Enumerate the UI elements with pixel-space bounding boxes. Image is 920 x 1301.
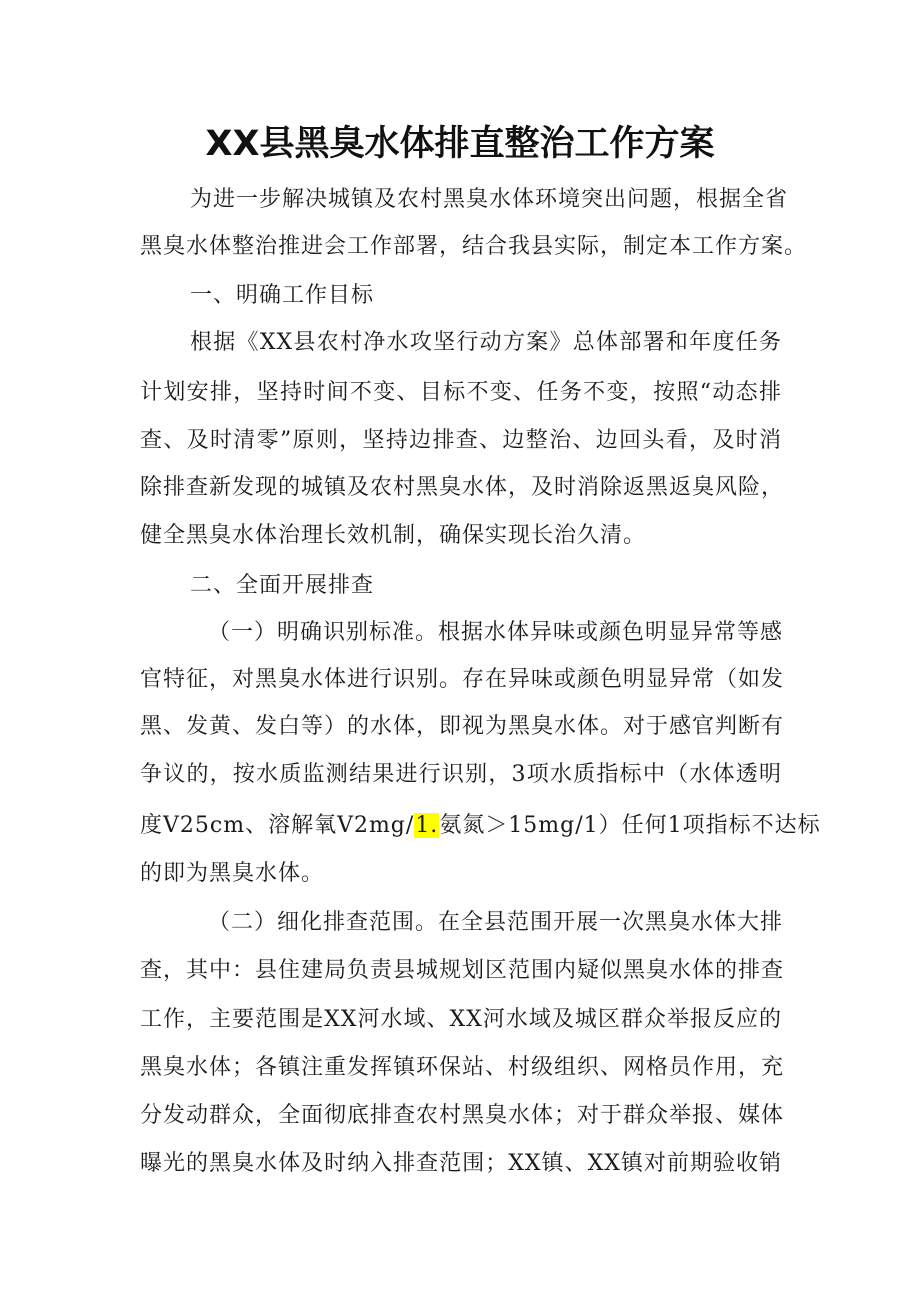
section2-heading: 二、全面开展排查: [190, 573, 375, 598]
sub2-line-2: 查，其中：县住建局负责县城规划区范围内疑似黑臭水体的排查: [140, 958, 785, 983]
sub2-line-1: （二）细化排查范围。在全县范围开展一次黑臭水体大排: [208, 910, 784, 935]
section1-line-3: 查、及时清零”原则，坚持边排查、边整治、边回头看，及时消: [140, 428, 782, 453]
document-title: XX县黑臭水体排直整治工作方案: [205, 124, 715, 164]
sub2-line-4: 黑臭水体；各镇注重发挥镇环保站、村级组织、网格员作用，充: [140, 1055, 785, 1080]
sub1-line-4: 争议的，按水质监测结果进行识别，3项水质指标中（水体透明: [140, 762, 782, 787]
sub1-line-6: 的即为黑臭水体。: [140, 861, 325, 886]
section1-line-4: 除排查新发现的城镇及农村黑臭水体，及时消除返黑返臭风险，: [140, 475, 785, 500]
sub1-line-5: [140, 803, 821, 849]
intro-line-2: 黑臭水体整治推进会工作部署，结合我县实际，制定本工作方案。: [140, 234, 808, 259]
section1-heading: 一、明确工作目标: [190, 283, 375, 308]
sub1-line-5-before: 度V25cm、溶解氧V2mg/: [140, 813, 415, 838]
sub1-line-5-after: 氨氮＞15mg/1）任何1项指标不达标: [439, 813, 821, 838]
sub2-line-3: 工作，主要范围是XX河水域、XX河水域及城区群众举报反应的: [140, 1007, 782, 1032]
sub2-line-6: 曝光的黑臭水体及时纳入排查范围；XX镇、XX镇对前期验收销: [140, 1151, 782, 1176]
section1-line-2: 计划安排，坚持时间不变、目标不变、任务不变，按照“动态排: [140, 380, 782, 405]
highlighted-text: 1.: [415, 813, 439, 838]
sub1-line-1: （一）明确识别标准。根据水体异味或颜色明显异常等感: [208, 620, 784, 645]
sub2-line-5: 分发动群众，全面彻底排查农村黑臭水体；对于群众举报、媒体: [140, 1103, 785, 1128]
intro-line-1: 为进一步解决城镇及农村黑臭水体环境突出问题，根据全省: [190, 187, 789, 212]
section1-line-5: 健全黑臭水体治理长效机制，确保实现长治久清。: [140, 523, 647, 548]
sub1-line-2: 官特征，对黑臭水体进行识别。存在异味或颜色明显异常（如发: [140, 667, 785, 692]
section1-line-1: 根据《XX县农村净水攻坚行动方案》总体部署和年度任务: [190, 330, 782, 355]
sub1-line-3: 黑、发黄、发白等）的水体，即视为黑臭水体。对于感官判断有: [140, 714, 785, 739]
